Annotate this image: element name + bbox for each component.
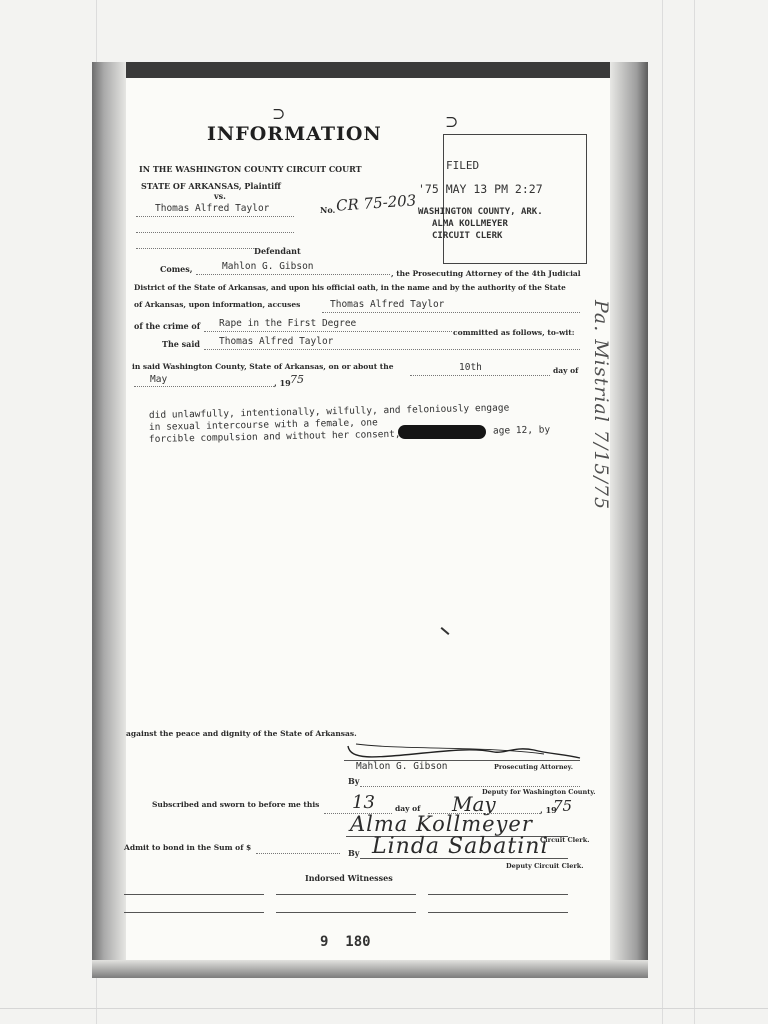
witnesses-label: Indorsed Witnesses xyxy=(305,873,393,883)
filed-stamp-datetime: '75 MAY 13 PM 2:27 xyxy=(418,182,543,196)
circuit-clerk-label: Circuit Clerk. xyxy=(540,836,590,844)
top-mark: ⊃ xyxy=(445,112,459,131)
by-label: By xyxy=(348,776,360,786)
crime-tail: committed as follows, to-wit: xyxy=(453,328,575,337)
prosecuting-attorney-label: Prosecuting Attorney. xyxy=(494,763,573,771)
filed-stamp-clerk: ALMA KOLLMEYER xyxy=(432,219,508,229)
document-title: INFORMATION xyxy=(207,123,382,145)
sworn-year: 75 xyxy=(553,797,573,815)
offense-year: 75 xyxy=(290,373,304,386)
filed-stamp-county: WASHINGTON COUNTY, ARK. xyxy=(418,207,543,217)
said-name: Thomas Alfred Taylor xyxy=(219,336,334,347)
defendant-name: Thomas Alfred Taylor xyxy=(155,203,270,214)
body-line-2: in sexual intercourse with a female, one xyxy=(148,417,378,433)
day-of-label: day of xyxy=(553,366,579,375)
prosecutor-typed-name: Mahlon G. Gibson xyxy=(356,761,448,772)
deputy-label: Deputy for Washington County. xyxy=(482,788,596,796)
page-number: 9 180 xyxy=(320,934,371,950)
plaintiff-label: STATE OF ARKANSAS, Plaintiff xyxy=(141,181,281,191)
accused-name: Thomas Alfred Taylor xyxy=(330,299,445,310)
county-line: in said Washington County, State of Arkansas, on or about the xyxy=(132,362,394,371)
filed-stamp-clerk-title: CIRCUIT CLERK xyxy=(432,231,503,241)
offense-day: 10th xyxy=(459,362,482,373)
year-prefix: , 19 xyxy=(274,378,291,388)
prosecutor-name: Mahlon G. Gibson xyxy=(222,261,314,272)
district-line: District of the State of Arkansas, and upon his official oath, in the name and by the authority of the State xyxy=(134,283,566,292)
body-line-3: forcible compulsion and without her consent, xyxy=(148,428,401,445)
deputy-clerk-label: Deputy Circuit Clerk. xyxy=(506,862,584,870)
body-line-1: did unlawfully, intentionally, wilfully, and feloniously engage xyxy=(148,402,510,421)
sworn-day-of: day of xyxy=(395,804,421,813)
offense-month: May xyxy=(150,374,168,385)
clerk-signature: Alma Kollmeyer xyxy=(350,812,533,836)
against-line: against the peace and dignity of the State of Arkansas. xyxy=(126,729,357,738)
subscribed-label: Subscribed and sworn to before me this xyxy=(152,800,320,809)
crime-name: Rape in the First Degree xyxy=(219,318,357,329)
top-mark: ⊃ xyxy=(272,104,286,123)
sworn-month: May xyxy=(452,792,496,816)
versus-label: vs. xyxy=(214,191,226,201)
deputy-signature: Linda Sabatini xyxy=(372,834,549,859)
filed-stamp-box xyxy=(443,134,587,264)
case-no-label: No. xyxy=(320,205,336,215)
deputy-by-label: By xyxy=(348,848,360,858)
comes-label: Comes, xyxy=(160,264,193,274)
sworn-day: 13 xyxy=(352,792,375,813)
comes-tail: , the Prosecuting Attorney of the 4th Judicial xyxy=(391,269,581,278)
crime-label: of the crime of xyxy=(134,321,201,331)
accuses-line: of Arkansas, upon information, accuses xyxy=(134,300,301,309)
said-label: The said xyxy=(162,339,200,349)
margin-note: Pa. Mistrial 7/15/75 xyxy=(590,300,612,511)
filed-stamp-title: FILED xyxy=(446,159,480,172)
redaction-bar xyxy=(398,425,486,439)
defendant-label: Defendant xyxy=(254,246,301,256)
sworn-year-prefix: , 19 xyxy=(540,805,557,815)
age-text: age 12, by xyxy=(492,424,551,437)
court-heading: IN THE WASHINGTON COUNTY CIRCUIT COURT xyxy=(139,164,362,174)
case-number: CR 75-203 xyxy=(335,191,417,215)
bond-label: Admit to bond in the Sum of $ xyxy=(124,843,252,852)
